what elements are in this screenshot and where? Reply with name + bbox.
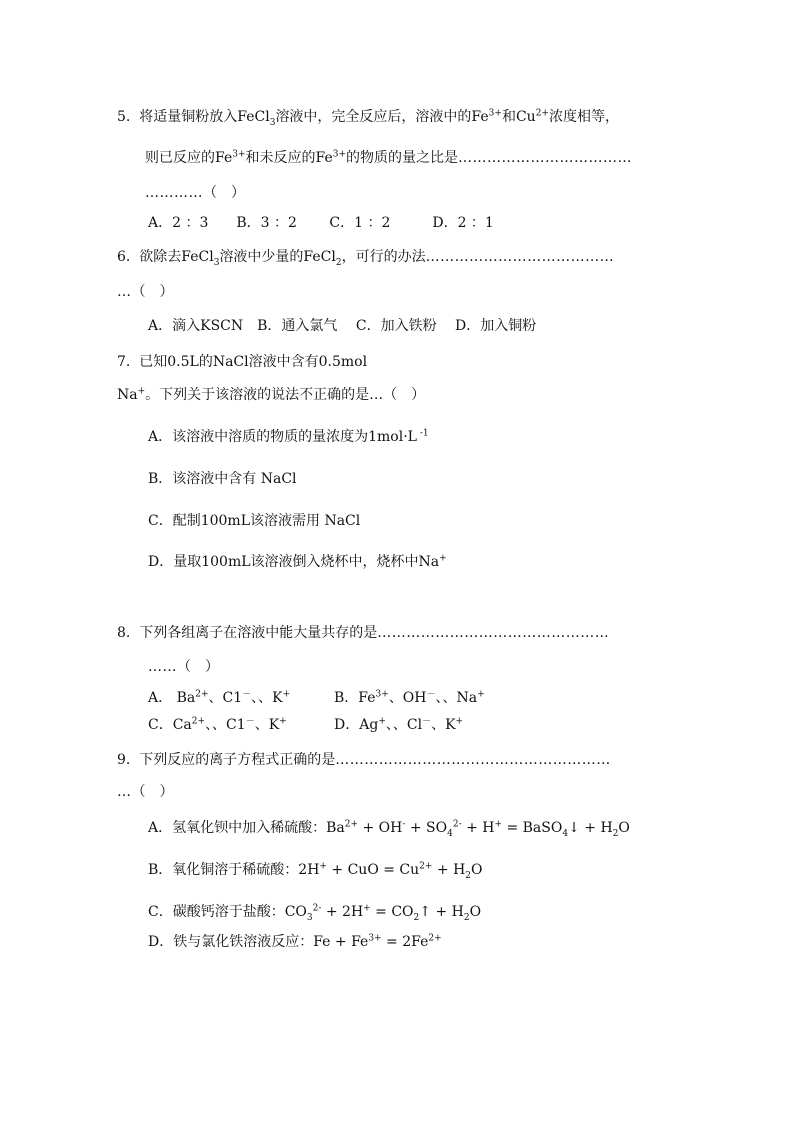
q7-option-b: B．该溶液中含有 NaCl <box>148 471 297 487</box>
q8-option-d: D．Ag+、、Cl－、K+ <box>334 716 464 733</box>
q7-option-d: D．量取100mL该溶液倒入烧杯中，烧杯中Na+ <box>148 553 447 570</box>
answer-blank: （ ） <box>203 185 245 201</box>
q8-number: 8. <box>117 625 131 641</box>
q7-number: 7. <box>117 354 131 370</box>
q9-option-a: A．氢氧化钡中加入稀硫酸：$Ba^{2+} + OH^- + SO_4^{2-} + H^+$ = BaSO$_4$↓ + $H_2O$ <box>148 819 630 839</box>
q6-options: A．滴入KSCN B．通入氯气 C．加入铁粉 D．加入铜粉 <box>148 318 537 334</box>
q9-option-d: D．铁与氯化铁溶液反应：$Fe + Fe^{3+} = 2Fe^{2+}$ <box>148 933 442 950</box>
q9-line2: …（ ） <box>117 784 174 800</box>
q5-options: A．2 ：3 B．3 ：2 C．1 ：2 D．2 ：1 <box>148 215 494 231</box>
q7-line2: Na+。下列关于该溶液的说法不正确的是…（ ） <box>117 386 426 403</box>
q8-option-b: B．$Fe^{3+}$、OH－、、Na+ <box>334 689 485 706</box>
q5-line1: 5. 将适量铜粉放入FeCl$_3$溶液中，完全反应后，溶液中的$Fe^{3+}$和$Cu^{2+}$浓度相等， <box>117 108 619 128</box>
answer-blank: （ ） <box>131 784 174 800</box>
q8-option-c: C．$Ca^{2+}$、、C1－、K+ <box>148 716 287 733</box>
q6-line2: …（ ） <box>117 284 174 300</box>
q6-line1: 6. 欲除去FeCl$_3$溶液中少量的FeCl$_2$，可行的办法………………………………… <box>117 249 615 268</box>
q5-line2: 则已反应的$Fe^{3+}$和未反应的$Fe^{3+}$的物质的量之比是……………………………… <box>145 149 633 166</box>
q8-option-a: A． $Ba^{2+}$、C1－、、K+ <box>148 689 291 706</box>
q9-line1: 9. 下列反应的离子方程式正确的是………………………………………………… <box>117 752 611 768</box>
answer-blank: （ ） <box>177 659 219 675</box>
q7-option-c: C．配制100mL该溶液需用 NaCl <box>148 513 361 529</box>
q7-option-a: A．该溶液中溶质的物质的量浓度为1mol·L $^{-1}$ <box>148 428 429 445</box>
q5-line3: …………（ ） <box>145 185 245 201</box>
q7-line1: 7. 已知0.5L的NaCl溶液中含有0.5mol <box>117 354 368 370</box>
q6-number: 6. <box>117 249 131 265</box>
q9-option-c: C．碳酸钙溶于盐酸：$CO_3^{2-} + 2H^+$ = $CO_2↑ + H_2O$ <box>148 903 482 923</box>
q5-number: 5. <box>117 109 131 125</box>
q8-line1: 8. 下列各组离子在溶液中能大量共存的是………………………………………… <box>117 625 610 641</box>
q9-option-b: B．氧化铜溶于稀硫酸：2H+ + CuO = $Cu^{2+} + H_2O$ <box>148 861 483 881</box>
q9-number: 9. <box>117 752 131 768</box>
answer-blank: （ ） <box>131 284 174 300</box>
q8-line2: ……（ ） <box>148 659 219 675</box>
